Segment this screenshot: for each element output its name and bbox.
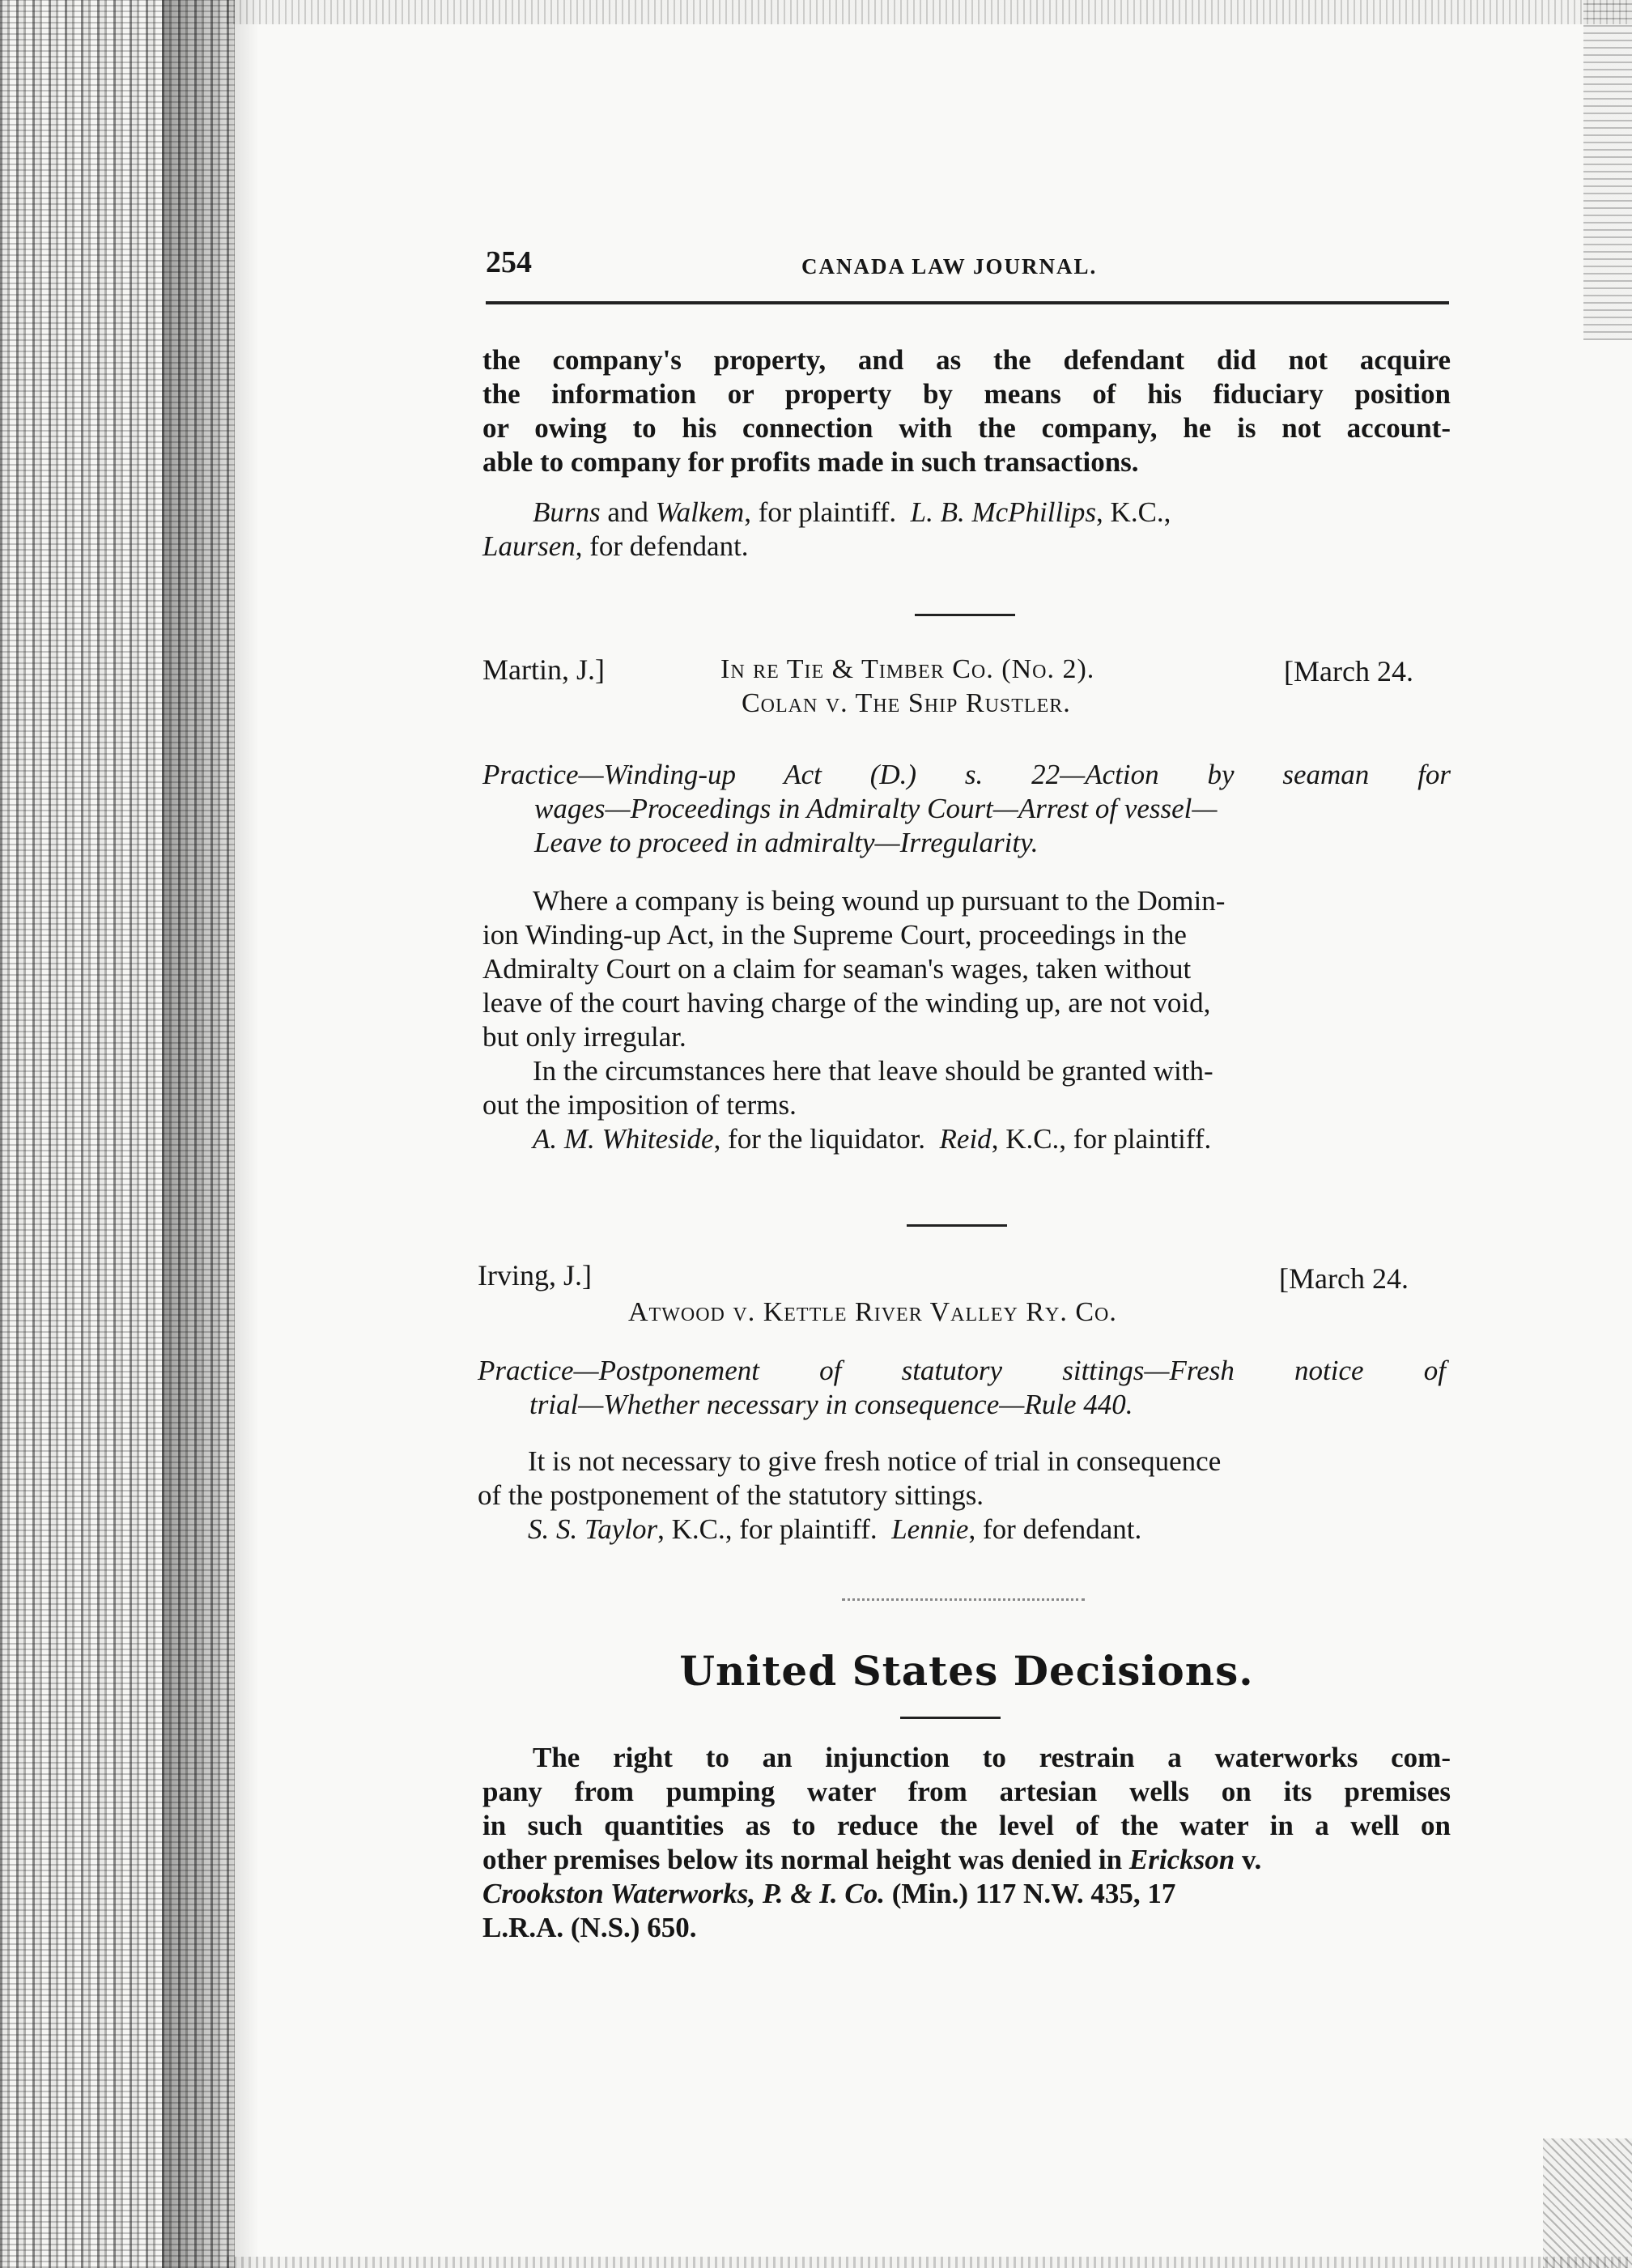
counsel-line: [478, 1513, 1446, 1547]
body-line: In the circumstances here that leave should be granted with-: [533, 1055, 1213, 1087]
case2-body: [478, 1445, 1446, 1547]
section-divider: [915, 614, 1015, 616]
case-name: Erickson: [1128, 1844, 1235, 1875]
body-line: leave of the court having charge of the winding up, are not void,: [482, 987, 1211, 1019]
body-line: out the imposition of terms.: [482, 1089, 797, 1121]
case1-judge: Martin, J.]: [482, 653, 605, 686]
counsel-name: Laursen: [482, 530, 576, 562]
case-name: Crookston Waterworks, P. & I. Co.: [482, 1878, 885, 1909]
counsel-role: , K.C., for plaintiff.: [657, 1513, 892, 1545]
case2-judge: Irving, J.]: [478, 1259, 592, 1291]
body-line: ion Winding-up Act, in the Supreme Court, proceedings in the: [482, 919, 1187, 951]
case1-body: [482, 884, 1451, 1156]
scan-edge-left-fade: [162, 0, 259, 2268]
counsel-line: [482, 496, 1451, 530]
us-decision-paragraph: [482, 1741, 1451, 1945]
case2-title: Atwood v. Kettle River Valley Ry. Co.: [628, 1297, 1117, 1327]
body-line: Admiralty Court on a claim for seaman's wages, taken without: [482, 953, 1192, 985]
carryover-line: able to company for profits made in such transactions.: [482, 446, 1139, 478]
citation: (Min.) 117 N.W. 435, 17: [884, 1878, 1176, 1909]
carryover-line: the company's property, and as the defendant did not acquire: [482, 344, 1451, 376]
counsel-role: , for defendant.: [968, 1513, 1142, 1545]
us-line-text: other premises below its normal height was denied in: [482, 1844, 1129, 1875]
carryover-counsel: [482, 496, 1451, 564]
counsel-role: , for defendant.: [575, 530, 749, 562]
running-head: CANADA LAW JOURNAL.: [801, 254, 1098, 279]
carryover-line: or owing to his connection with the company, he is not account-: [482, 412, 1451, 444]
case-versus: v.: [1235, 1844, 1262, 1875]
us-line: [482, 1843, 1451, 1877]
case1-title-line1: In re Tie & Timber Co. (No. 2).: [720, 654, 1095, 684]
dotted-separator: [842, 1598, 1085, 1601]
counsel-role: , K.C., for plaintiff.: [991, 1123, 1212, 1155]
case2-headnote: [478, 1354, 1446, 1422]
counsel-name: Lennie: [891, 1513, 969, 1545]
counsel-name: L. B. McPhillips: [910, 496, 1097, 528]
body-line: It is not necessary to give fresh notice of trial in consequence: [528, 1445, 1222, 1477]
section-title: United States Decisions.: [679, 1647, 1254, 1695]
scan-edge-right: [1583, 0, 1632, 340]
scan-edge-top: [227, 0, 1632, 24]
scan-edge-bottom: [227, 2257, 1632, 2268]
section-divider: [900, 1717, 1001, 1719]
counsel-role: , for the liquidator.: [713, 1123, 940, 1155]
counsel-joiner: and: [600, 496, 656, 528]
counsel-name: A. M. Whiteside: [533, 1123, 714, 1155]
body-line: but only irregular.: [482, 1021, 686, 1053]
counsel-role: , K.C.,: [1096, 496, 1171, 528]
headnote-line: wages—Proceedings in Admiralty Court—Arrest of vessel—: [534, 793, 1218, 824]
scan-edge-right-bottom: [1543, 2138, 1632, 2268]
us-line: The right to an injunction to restrain a waterworks com-: [533, 1742, 1451, 1773]
us-line: [482, 1877, 1451, 1911]
case1-date: [March 24.: [1284, 655, 1413, 687]
counsel-name: Burns: [533, 496, 601, 528]
counsel-line: [482, 1122, 1451, 1156]
us-line: in such quantities as to reduce the level of the water in a well on: [482, 1810, 1451, 1841]
headnote-line: Practice—Winding-up Act (D.) s. 22—Action by seaman for: [482, 759, 1451, 790]
page-number: 254: [486, 245, 532, 279]
carryover-paragraph: [482, 343, 1451, 479]
us-line: pany from pumping water from artesian wells on its premises: [482, 1776, 1451, 1807]
counsel-role: , for plaintiff.: [744, 496, 911, 528]
counsel-name: Walkem: [655, 496, 745, 528]
headnote-line: trial—Whether necessary in consequence—Rule 440.: [529, 1389, 1133, 1420]
headnote-line: Practice—Postponement of statutory sittings—Fresh notice of: [478, 1355, 1446, 1386]
body-line: of the postponement of the statutory sittings.: [478, 1479, 984, 1511]
carryover-line: the information or property by means of his fiduciary position: [482, 378, 1451, 410]
counsel-name: S. S. Taylor: [528, 1513, 658, 1545]
headnote-line: Leave to proceed in admiralty—Irregularity.: [534, 827, 1039, 858]
counsel-line: [482, 530, 1451, 564]
us-line: L.R.A. (N.S.) 650.: [482, 1912, 697, 1943]
counsel-name: Reid: [939, 1123, 992, 1155]
header-rule: [486, 301, 1449, 304]
body-line: Where a company is being wound up pursuant to the Domin-: [533, 885, 1226, 917]
case1-title-line2: Colan v. The Ship Rustler.: [742, 688, 1071, 718]
case2-date: [March 24.: [1279, 1262, 1409, 1295]
section-divider: [907, 1224, 1007, 1227]
case1-headnote: [482, 758, 1451, 860]
